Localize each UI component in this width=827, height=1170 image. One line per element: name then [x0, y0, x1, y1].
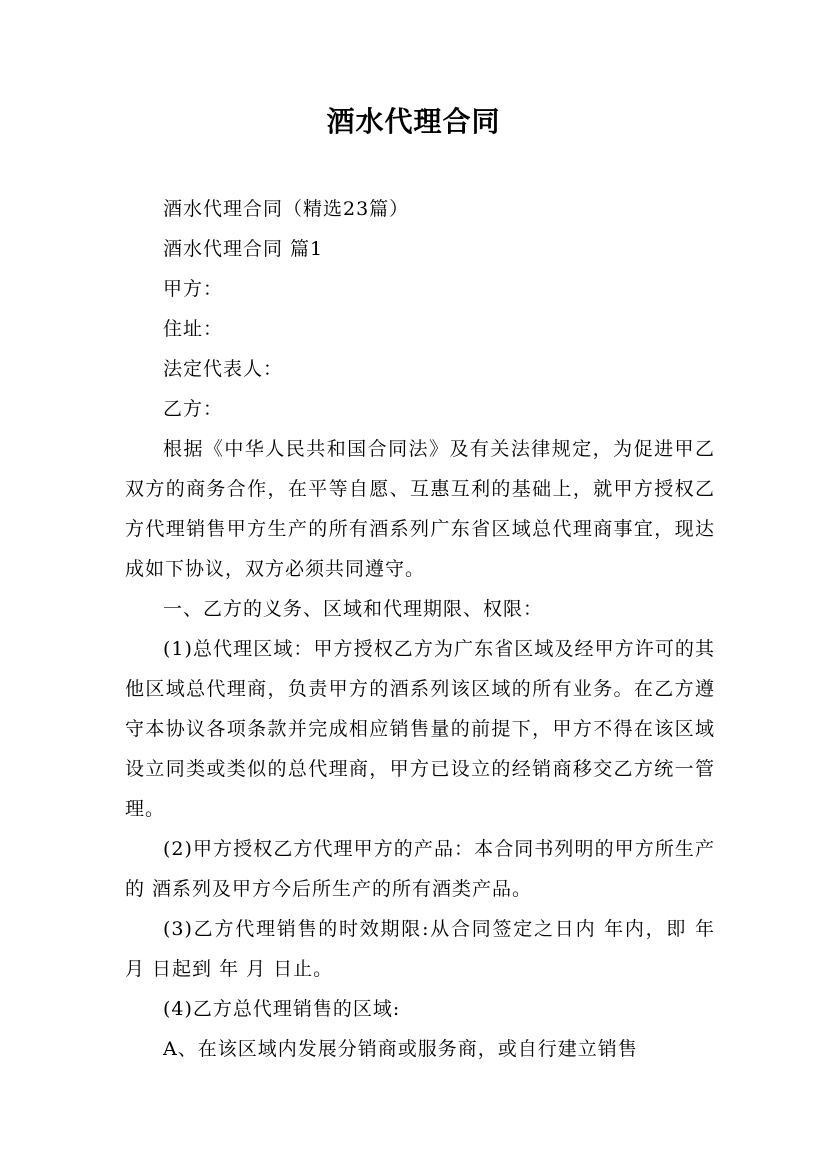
- paragraph-clause-1-heading: 一、乙方的义务、区域和代理期限、权限：: [163, 598, 544, 620]
- paragraph-section-heading: 酒水代理合同 篇1: [163, 238, 324, 260]
- document-title: 酒水代理合同: [326, 105, 501, 138]
- paragraph-clause-1-4: (4)乙方总代理销售的区域:: [163, 998, 401, 1020]
- paragraph-clause-1-4-a: A、在该区域内发展分销商或服务商，或自行建立销售: [163, 1038, 638, 1060]
- paragraph-address: 住址：: [163, 318, 224, 340]
- paragraph-party-b: 乙方：: [163, 398, 224, 420]
- paragraph-preamble: 根据《中华人民共和国合同法》及有关法律规定，为促进甲乙双方的商务合作，在平等自愿、互惠互利的基础上，就甲方授权乙方代理销售甲方生产的所有酒系列广东省区域总代理商事宜，现达成如下协议，双方必须共同遵守。: [125, 438, 715, 580]
- paragraph-legal-representative: 法定代表人：: [163, 358, 284, 380]
- paragraph-clause-1-3: (3)乙方代理销售的时效期限:从合同签定之日内 年内，即 年 月 日起到 年 月 日止。: [125, 918, 715, 980]
- paragraph-subtitle: 酒水代理合同（精选23篇）: [163, 198, 410, 220]
- paragraph-clause-1-2: (2)甲方授权乙方代理甲方的产品：本合同书列明的甲方所生产的 酒系列及甲方今后所生产的所有酒类产品。: [125, 838, 715, 900]
- document-body: [125, 189, 715, 1069]
- paragraph-party-a: 甲方：: [163, 278, 224, 300]
- paragraph-clause-1-1: (1)总代理区域：甲方授权乙方为广东省区域及经甲方许可的其他区域总代理商，负责甲方的酒系列该区域的所有业务。在乙方遵守本协议各项条款并完成相应销售量的前提下，甲方不得在该区域设立同类或类似的总代理商，甲方已设立的经销商移交乙方统一管理。: [125, 638, 715, 820]
